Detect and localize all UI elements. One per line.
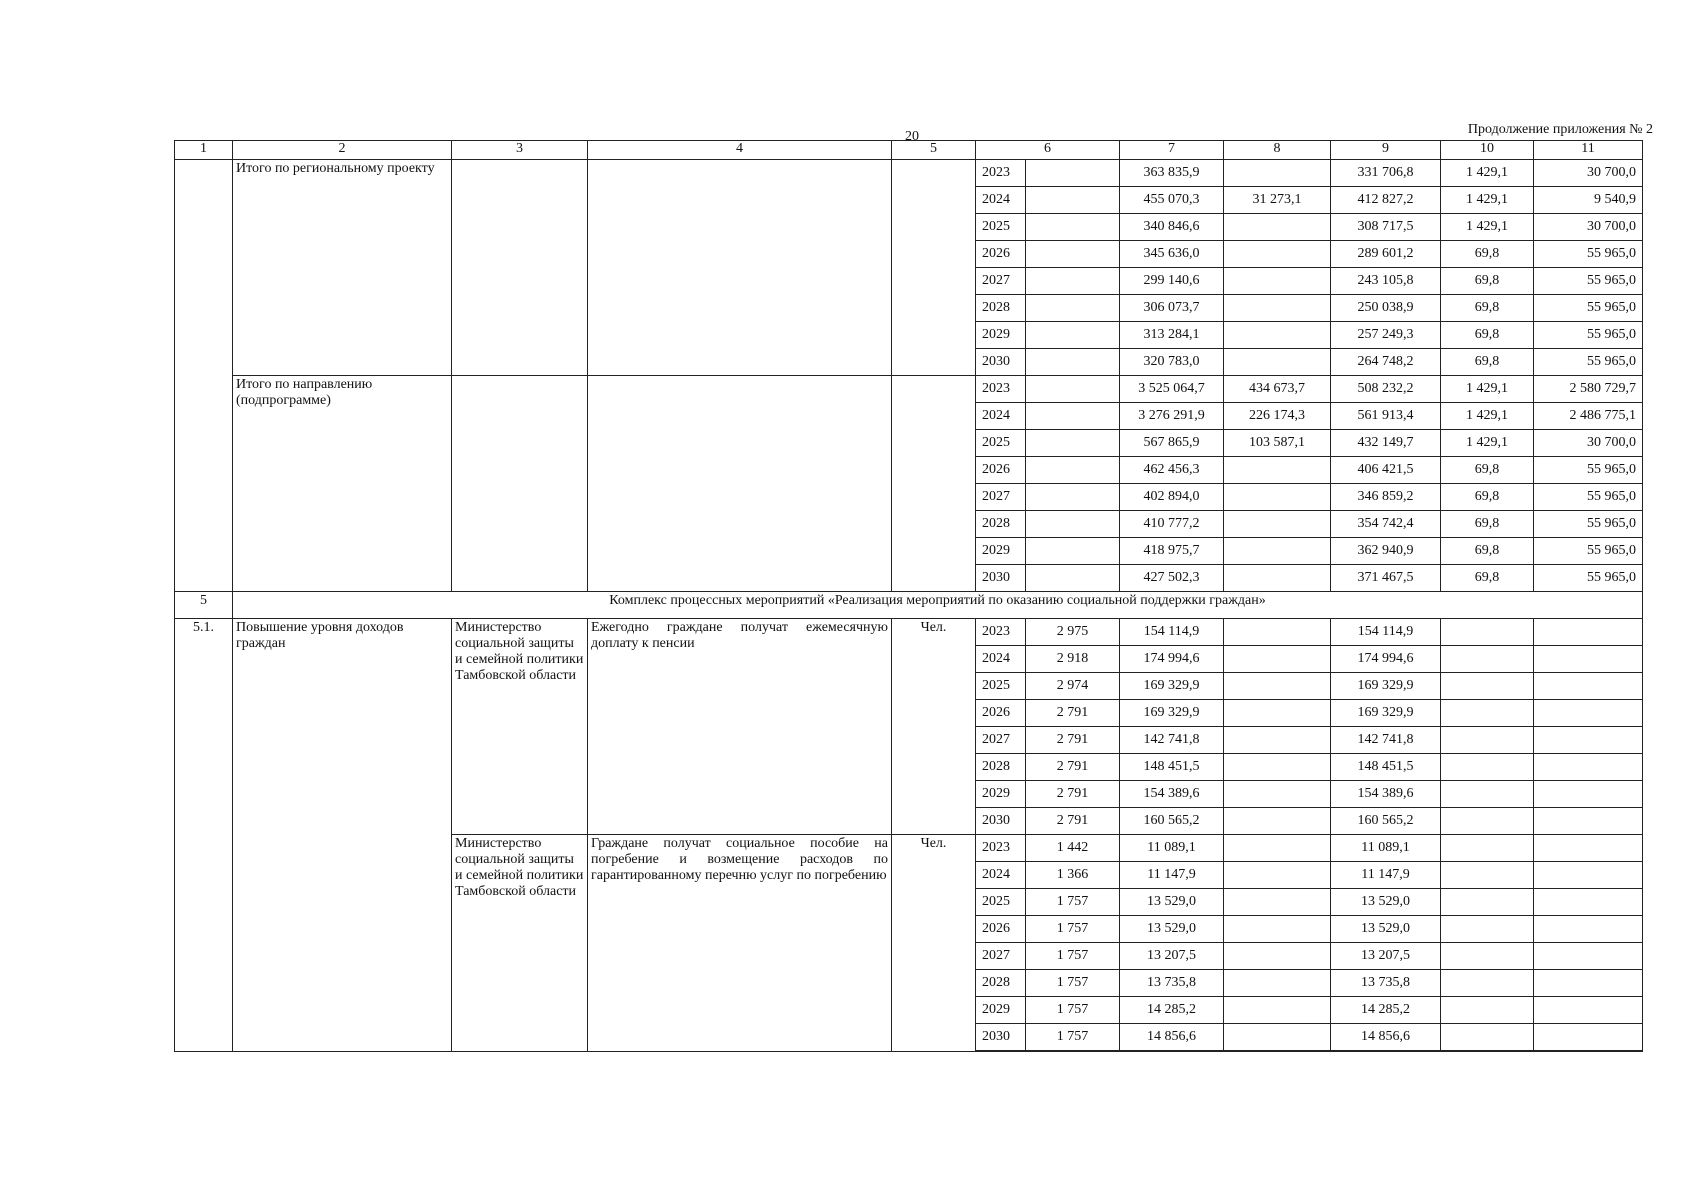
value-col8 [1224, 754, 1331, 781]
value-col6: 2 918 [1026, 646, 1120, 673]
value-col11 [1534, 970, 1643, 997]
value-col10: 69,8 [1441, 295, 1534, 322]
value-col9: 406 421,5 [1331, 457, 1441, 484]
value-col6: 1 757 [1026, 943, 1120, 970]
year-cell: 2026 [976, 457, 1026, 484]
value-col10: 1 429,1 [1441, 430, 1534, 457]
value-col6 [1026, 565, 1120, 592]
value-col11: 2 486 775,1 [1534, 403, 1643, 430]
value-col9: 354 742,4 [1331, 511, 1441, 538]
value-col6 [1026, 241, 1120, 268]
value-col8 [1224, 700, 1331, 727]
year-cell: 2028 [976, 970, 1026, 997]
year-cell: 2028 [976, 511, 1026, 538]
value-col9: 264 748,2 [1331, 349, 1441, 376]
value-col9: 362 940,9 [1331, 538, 1441, 565]
year-cell: 2026 [976, 916, 1026, 943]
year-cell: 2026 [976, 700, 1026, 727]
value-col7: 169 329,9 [1120, 700, 1224, 727]
value-col10 [1441, 1024, 1534, 1052]
value-col6: 1 757 [1026, 916, 1120, 943]
year-cell: 2027 [976, 484, 1026, 511]
value-col6: 2 791 [1026, 808, 1120, 835]
year-cell: 2024 [976, 862, 1026, 889]
year-cell: 2025 [976, 430, 1026, 457]
year-cell: 2030 [976, 565, 1026, 592]
value-col7: 13 207,5 [1120, 943, 1224, 970]
value-col6: 1 442 [1026, 835, 1120, 862]
value-col8 [1224, 565, 1331, 592]
value-col11: 55 965,0 [1534, 322, 1643, 349]
col-header-11: 11 [1534, 141, 1643, 160]
value-col10: 69,8 [1441, 322, 1534, 349]
year-cell: 2023 [976, 376, 1026, 403]
value-col6: 1 757 [1026, 970, 1120, 997]
value-col9: 174 994,6 [1331, 646, 1441, 673]
blank-unit-cell [892, 376, 976, 592]
value-col10 [1441, 916, 1534, 943]
value-col11 [1534, 916, 1643, 943]
value-col7: 11 089,1 [1120, 835, 1224, 862]
value-col11 [1534, 619, 1643, 646]
value-col9: 432 149,7 [1331, 430, 1441, 457]
value-col9: 13 735,8 [1331, 970, 1441, 997]
col-header-5: 5 [892, 141, 976, 160]
year-cell: 2024 [976, 403, 1026, 430]
value-col10: 1 429,1 [1441, 214, 1534, 241]
value-col7: 306 073,7 [1120, 295, 1224, 322]
budget-table [174, 140, 1643, 1052]
value-col9: 243 105,8 [1331, 268, 1441, 295]
value-col8 [1224, 241, 1331, 268]
value-col11: 30 700,0 [1534, 160, 1643, 187]
col-header-1: 1 [175, 141, 233, 160]
value-col10 [1441, 943, 1534, 970]
value-col11 [1534, 808, 1643, 835]
year-cell: 2024 [976, 646, 1026, 673]
value-col6: 1 757 [1026, 997, 1120, 1024]
value-col7: 455 070,3 [1120, 187, 1224, 214]
value-col11 [1534, 943, 1643, 970]
executor-name: Министерство социальной защиты и семейной политики Тамбовской области [452, 619, 588, 835]
value-col8 [1224, 484, 1331, 511]
value-col11 [1534, 835, 1643, 862]
value-col7: 340 846,6 [1120, 214, 1224, 241]
value-col6 [1026, 457, 1120, 484]
value-col6: 2 974 [1026, 673, 1120, 700]
value-col8 [1224, 970, 1331, 997]
value-col11: 55 965,0 [1534, 565, 1643, 592]
value-col8 [1224, 322, 1331, 349]
year-cell: 2028 [976, 754, 1026, 781]
value-col9: 257 249,3 [1331, 322, 1441, 349]
value-col6: 1 366 [1026, 862, 1120, 889]
value-col6: 2 791 [1026, 727, 1120, 754]
value-col10: 69,8 [1441, 538, 1534, 565]
year-cell: 2023 [976, 160, 1026, 187]
blank-executor-cell [452, 160, 588, 376]
value-col11: 55 965,0 [1534, 349, 1643, 376]
value-col8 [1224, 295, 1331, 322]
year-cell: 2028 [976, 295, 1026, 322]
value-col6 [1026, 484, 1120, 511]
year-cell: 2024 [976, 187, 1026, 214]
value-col7: 299 140,6 [1120, 268, 1224, 295]
item-number: 5.1. [175, 619, 233, 1052]
item-name: Повышение уровня доходов граждан [233, 619, 452, 1052]
blank-unit-cell [892, 160, 976, 376]
value-col6: 1 757 [1026, 889, 1120, 916]
value-col9: 14 285,2 [1331, 997, 1441, 1024]
value-col7: 14 285,2 [1120, 997, 1224, 1024]
group-name: Итого по региональному проекту [233, 160, 452, 376]
value-col10 [1441, 727, 1534, 754]
header-row [175, 141, 1643, 160]
value-col11: 55 965,0 [1534, 538, 1643, 565]
value-col11 [1534, 889, 1643, 916]
col-header-3: 3 [452, 141, 588, 160]
value-col8 [1224, 160, 1331, 187]
value-col10: 69,8 [1441, 511, 1534, 538]
value-col9: 11 147,9 [1331, 862, 1441, 889]
col-header-7: 7 [1120, 141, 1224, 160]
value-col10: 69,8 [1441, 268, 1534, 295]
value-col11 [1534, 754, 1643, 781]
value-col7: 402 894,0 [1120, 484, 1224, 511]
value-col7: 174 994,6 [1120, 646, 1224, 673]
year-cell: 2027 [976, 943, 1026, 970]
value-col10 [1441, 646, 1534, 673]
blank-executor-cell [452, 376, 588, 592]
table-row [175, 376, 1643, 403]
value-col7: 345 636,0 [1120, 241, 1224, 268]
value-col8 [1224, 862, 1331, 889]
value-col9: 250 038,9 [1331, 295, 1441, 322]
year-cell: 2029 [976, 781, 1026, 808]
value-col11 [1534, 727, 1643, 754]
value-col7: 154 114,9 [1120, 619, 1224, 646]
table-row [175, 160, 1643, 187]
value-col11: 55 965,0 [1534, 457, 1643, 484]
value-col11: 55 965,0 [1534, 295, 1643, 322]
value-col8 [1224, 943, 1331, 970]
value-col7: 13 735,8 [1120, 970, 1224, 997]
value-col11 [1534, 997, 1643, 1024]
year-cell: 2030 [976, 808, 1026, 835]
value-col6: 2 791 [1026, 754, 1120, 781]
value-col7: 410 777,2 [1120, 511, 1224, 538]
value-col7: 13 529,0 [1120, 916, 1224, 943]
value-col6 [1026, 187, 1120, 214]
value-col9: 14 856,6 [1331, 1024, 1441, 1052]
value-col10: 69,8 [1441, 565, 1534, 592]
value-col7: 462 456,3 [1120, 457, 1224, 484]
value-col9: 331 706,8 [1331, 160, 1441, 187]
value-col9: 346 859,2 [1331, 484, 1441, 511]
section-row [175, 592, 1643, 619]
value-col10: 1 429,1 [1441, 403, 1534, 430]
year-cell: 2027 [976, 268, 1026, 295]
value-col11: 30 700,0 [1534, 214, 1643, 241]
value-col7: 169 329,9 [1120, 673, 1224, 700]
value-col6 [1026, 403, 1120, 430]
value-col6: 2 791 [1026, 781, 1120, 808]
value-col8: 103 587,1 [1224, 430, 1331, 457]
value-col11 [1534, 646, 1643, 673]
value-col8 [1224, 808, 1331, 835]
value-col9: 508 232,2 [1331, 376, 1441, 403]
appendix-note: Продолжение приложения № 2 [1467, 122, 1653, 137]
value-col11: 55 965,0 [1534, 511, 1643, 538]
result-description: Граждане получат социальное пособие на погребение и возмещение расходов по гарантированному перечню услуг по погребению [588, 835, 892, 1052]
year-cell: 2023 [976, 619, 1026, 646]
year-cell: 2025 [976, 673, 1026, 700]
year-cell: 2025 [976, 889, 1026, 916]
value-col6 [1026, 160, 1120, 187]
value-col7: 11 147,9 [1120, 862, 1224, 889]
value-col10: 69,8 [1441, 457, 1534, 484]
value-col7: 14 856,6 [1120, 1024, 1224, 1052]
unit-label: Чел. [892, 619, 976, 835]
value-col9: 11 089,1 [1331, 835, 1441, 862]
value-col9: 289 601,2 [1331, 241, 1441, 268]
value-col7: 427 502,3 [1120, 565, 1224, 592]
value-col11 [1534, 862, 1643, 889]
value-col10 [1441, 673, 1534, 700]
value-col7: 3 276 291,9 [1120, 403, 1224, 430]
year-cell: 2026 [976, 241, 1026, 268]
blank-result-cell [588, 160, 892, 376]
value-col7: 160 565,2 [1120, 808, 1224, 835]
value-col6 [1026, 268, 1120, 295]
value-col6: 1 757 [1026, 1024, 1120, 1052]
value-col10 [1441, 862, 1534, 889]
value-col9: 169 329,9 [1331, 673, 1441, 700]
value-col9: 412 827,2 [1331, 187, 1441, 214]
value-col9: 154 114,9 [1331, 619, 1441, 646]
unit-label: Чел. [892, 835, 976, 1052]
value-col6 [1026, 322, 1120, 349]
value-col6 [1026, 538, 1120, 565]
value-col7: 363 835,9 [1120, 160, 1224, 187]
value-col7: 13 529,0 [1120, 889, 1224, 916]
value-col8 [1224, 727, 1331, 754]
year-cell: 2029 [976, 538, 1026, 565]
value-col10 [1441, 619, 1534, 646]
value-col11 [1534, 700, 1643, 727]
col-header-10: 10 [1441, 141, 1534, 160]
section-title: Комплекс процессных мероприятий «Реализация мероприятий по оказанию социальной поддержки граждан» [233, 592, 1643, 619]
value-col6 [1026, 430, 1120, 457]
value-col10: 1 429,1 [1441, 160, 1534, 187]
value-col8 [1224, 214, 1331, 241]
year-cell: 2030 [976, 349, 1026, 376]
value-col6: 2 791 [1026, 700, 1120, 727]
value-col6: 2 975 [1026, 619, 1120, 646]
value-col10 [1441, 889, 1534, 916]
value-col7: 154 389,6 [1120, 781, 1224, 808]
value-col6 [1026, 511, 1120, 538]
value-col10: 69,8 [1441, 241, 1534, 268]
value-col7: 3 525 064,7 [1120, 376, 1224, 403]
value-col10 [1441, 808, 1534, 835]
value-col8 [1224, 916, 1331, 943]
value-col11: 55 965,0 [1534, 484, 1643, 511]
table-row [175, 619, 1643, 646]
value-col8 [1224, 889, 1331, 916]
value-col6 [1026, 295, 1120, 322]
col-header-9: 9 [1331, 141, 1441, 160]
value-col8: 226 174,3 [1224, 403, 1331, 430]
value-col11 [1534, 1024, 1643, 1052]
col-header-2: 2 [233, 141, 452, 160]
value-col8: 31 273,1 [1224, 187, 1331, 214]
value-col8 [1224, 538, 1331, 565]
col-header-6: 6 [976, 141, 1120, 160]
year-cell: 2030 [976, 1024, 1026, 1052]
value-col8 [1224, 835, 1331, 862]
value-col8 [1224, 997, 1331, 1024]
year-cell: 2023 [976, 835, 1026, 862]
value-col7: 320 783,0 [1120, 349, 1224, 376]
page-number: 20 [905, 129, 919, 144]
value-col8 [1224, 673, 1331, 700]
value-col10: 1 429,1 [1441, 376, 1534, 403]
value-col7: 567 865,9 [1120, 430, 1224, 457]
value-col8: 434 673,7 [1224, 376, 1331, 403]
value-col8 [1224, 268, 1331, 295]
value-col8 [1224, 781, 1331, 808]
value-col11 [1534, 781, 1643, 808]
year-cell: 2027 [976, 727, 1026, 754]
value-col9: 13 207,5 [1331, 943, 1441, 970]
value-col11: 30 700,0 [1534, 430, 1643, 457]
value-col10 [1441, 835, 1534, 862]
value-col9: 169 329,9 [1331, 700, 1441, 727]
value-col8 [1224, 349, 1331, 376]
value-col10: 69,8 [1441, 484, 1534, 511]
value-col9: 13 529,0 [1331, 889, 1441, 916]
value-col9: 308 717,5 [1331, 214, 1441, 241]
value-col9: 160 565,2 [1331, 808, 1441, 835]
value-col6 [1026, 376, 1120, 403]
value-col7: 148 451,5 [1120, 754, 1224, 781]
value-col9: 154 389,6 [1331, 781, 1441, 808]
value-col10 [1441, 970, 1534, 997]
col-header-8: 8 [1224, 141, 1331, 160]
value-col8 [1224, 619, 1331, 646]
value-col6 [1026, 349, 1120, 376]
year-cell: 2029 [976, 997, 1026, 1024]
blank-result-cell [588, 376, 892, 592]
value-col7: 142 741,8 [1120, 727, 1224, 754]
value-col8 [1224, 1024, 1331, 1052]
value-col8 [1224, 457, 1331, 484]
value-col11: 2 580 729,7 [1534, 376, 1643, 403]
group-name: Итого по направлению (подпрограмме) [233, 376, 452, 592]
value-col11: 9 540,9 [1534, 187, 1643, 214]
col-header-4: 4 [588, 141, 892, 160]
value-col10 [1441, 754, 1534, 781]
value-col10 [1441, 781, 1534, 808]
result-description: Ежегодно граждане получат ежемесячную доплату к пенсии [588, 619, 892, 835]
value-col7: 313 284,1 [1120, 322, 1224, 349]
blank-number-cell [175, 160, 233, 592]
executor-name: Министерство социальной защиты и семейной политики Тамбовской области [452, 835, 588, 1052]
value-col11: 55 965,0 [1534, 241, 1643, 268]
value-col10 [1441, 700, 1534, 727]
value-col11: 55 965,0 [1534, 268, 1643, 295]
value-col10: 1 429,1 [1441, 187, 1534, 214]
value-col8 [1224, 511, 1331, 538]
value-col9: 371 467,5 [1331, 565, 1441, 592]
value-col9: 148 451,5 [1331, 754, 1441, 781]
value-col9: 561 913,4 [1331, 403, 1441, 430]
value-col10: 69,8 [1441, 349, 1534, 376]
value-col6 [1026, 214, 1120, 241]
value-col9: 142 741,8 [1331, 727, 1441, 754]
value-col11 [1534, 673, 1643, 700]
value-col10 [1441, 997, 1534, 1024]
value-col8 [1224, 646, 1331, 673]
year-cell: 2025 [976, 214, 1026, 241]
section-number: 5 [175, 592, 233, 619]
year-cell: 2029 [976, 322, 1026, 349]
value-col7: 418 975,7 [1120, 538, 1224, 565]
value-col9: 13 529,0 [1331, 916, 1441, 943]
